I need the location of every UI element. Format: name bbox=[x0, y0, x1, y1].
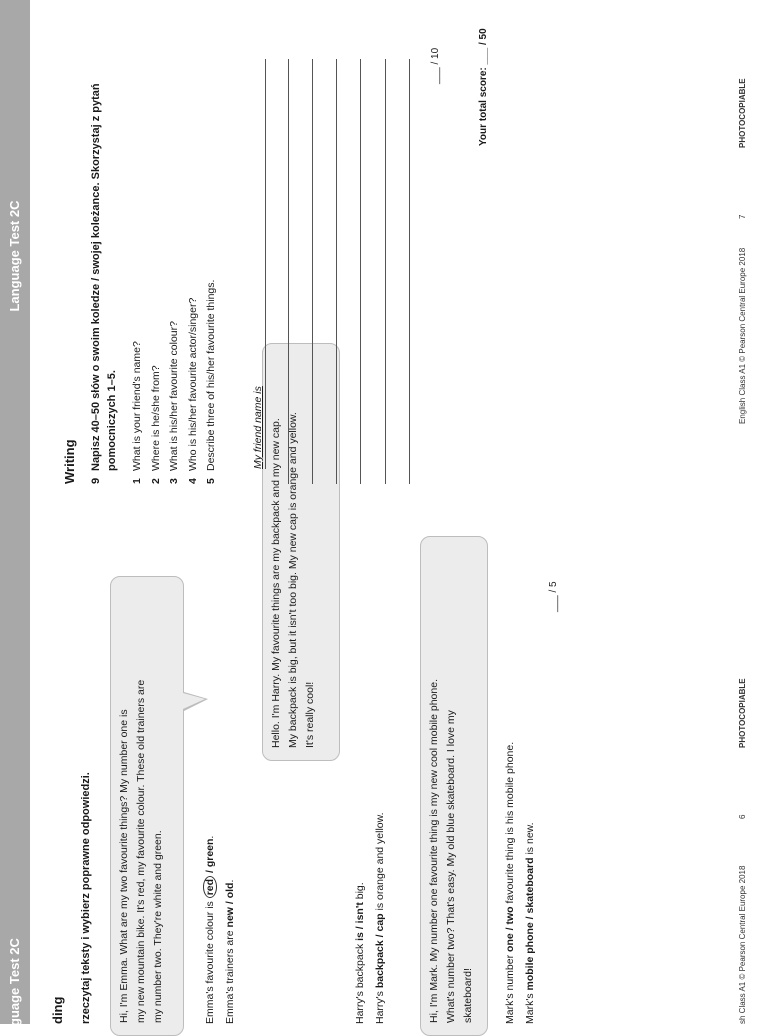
reading-section-title: ding bbox=[50, 996, 65, 1024]
option-two[interactable]: two bbox=[504, 906, 516, 925]
option-new[interactable]: new bbox=[224, 907, 236, 928]
option-mobile-phone[interactable]: mobile phone bbox=[524, 922, 536, 991]
option-skateboard[interactable]: skateboard bbox=[524, 857, 536, 914]
header-bar-right bbox=[0, 0, 30, 512]
bubble-tail-fill bbox=[183, 693, 205, 709]
question-emma-colour: Emma's favourite colour is red / green. bbox=[204, 835, 216, 1024]
writing-score: ___ / 10 bbox=[430, 47, 441, 84]
option-green[interactable]: green bbox=[204, 838, 216, 868]
answer-line[interactable] bbox=[312, 59, 313, 484]
footer-photocopiable-right: PHOTOCOPIABLE bbox=[738, 78, 747, 148]
footer-page-right: 7 bbox=[738, 214, 747, 219]
answer-line[interactable] bbox=[288, 59, 289, 484]
question-emma-trainers: Emma's trainers are new / old. bbox=[224, 879, 236, 1024]
list-item: 3What is his/her favourite colour? bbox=[168, 321, 180, 484]
list-item: 1What is your friend's name? bbox=[131, 341, 143, 484]
option-old[interactable]: old bbox=[224, 882, 236, 899]
bubble-line: skateboard! bbox=[462, 968, 474, 1023]
bubble-line: Hi, I'm Mark. My number one favourite thing is my new cool mobile phone. bbox=[428, 679, 440, 1023]
header-title-right: Language Test 2C bbox=[7, 200, 22, 312]
bubble-line: my number two. They're white and green. bbox=[152, 830, 164, 1023]
question-mark-new: Mark's mobile phone / skateboard is new. bbox=[524, 822, 536, 1024]
bubble-line: What's number two? That's easy. My old blue skateboard. I love my bbox=[445, 710, 457, 1023]
option-is[interactable]: is bbox=[354, 932, 366, 941]
answer-line[interactable] bbox=[385, 59, 386, 484]
writing-prompt-list bbox=[128, 280, 221, 484]
answer-line[interactable] bbox=[336, 59, 337, 484]
header-title-left: guage Test 2C bbox=[7, 938, 22, 1026]
bubble-line: Hello. I'm Harry. My favourite things are my backpack and my new cap. bbox=[270, 418, 282, 748]
option-red[interactable]: red bbox=[203, 876, 217, 898]
footer-photocopiable-left: PHOTOCOPIABLE bbox=[738, 678, 747, 748]
writing-instruction: 9Napisz 40–50 słów o swoim koledze / swojej koleżance. Skorzystaj z pytań pomocniczych 1–5. bbox=[90, 83, 118, 484]
writing-starter[interactable]: My friend name is bbox=[252, 386, 264, 469]
speech-bubble-harry bbox=[262, 343, 340, 761]
footer-page-left: 6 bbox=[738, 814, 747, 819]
reading-score: ___ / 5 bbox=[548, 581, 559, 612]
bubble-line: Hi, I'm Emma. What are my two favourite things? My number one is bbox=[118, 709, 130, 1023]
answer-line[interactable] bbox=[265, 59, 266, 469]
option-isnt[interactable]: isn't bbox=[354, 902, 366, 924]
answer-line[interactable] bbox=[409, 59, 410, 484]
total-score: Your total score: ___ / 50 bbox=[478, 28, 489, 146]
header-bar-left bbox=[0, 512, 30, 1024]
bubble-line: my new mountain bike. It's red, my favourite colour. These old trainers are bbox=[135, 679, 147, 1023]
option-cap[interactable]: cap bbox=[374, 913, 386, 932]
reading-instruction: rzeczytaj teksty i wybierz poprawne odpowiedzi. bbox=[80, 772, 92, 1024]
option-backpack[interactable]: backpack bbox=[374, 940, 386, 989]
question-harry-backpack: Harry's backpack is / isn't big. bbox=[354, 882, 366, 1024]
bubble-line: It's really cool! bbox=[304, 681, 316, 748]
list-item: 2Where is he/she from? bbox=[149, 365, 162, 484]
speech-bubble-mark bbox=[420, 536, 488, 1036]
list-item: 5Describe three of his/her favourite things. bbox=[205, 279, 217, 484]
footer-copyright-left: sh Class A1 © Pearson Central Europe 2018 bbox=[738, 865, 747, 1024]
option-one[interactable]: one bbox=[504, 933, 516, 952]
question-mark-number: Mark's number one / two favourite thing is his mobile phone. bbox=[504, 741, 516, 1024]
footer-copyright-right: English Class A1 © Pearson Central Europe 2018 bbox=[738, 247, 747, 424]
bubble-line: My backpack is big, but it isn't too big. My new cap is orange and yellow. bbox=[287, 412, 299, 748]
writing-section-title: Writing bbox=[62, 439, 77, 484]
list-item: 4Who is his/her favourite actor/singer? bbox=[186, 297, 199, 484]
answer-line[interactable] bbox=[360, 59, 361, 484]
speech-bubble-emma bbox=[110, 576, 184, 1036]
question-harry-colour: Harry's backpack / cap is orange and yellow. bbox=[374, 812, 386, 1024]
